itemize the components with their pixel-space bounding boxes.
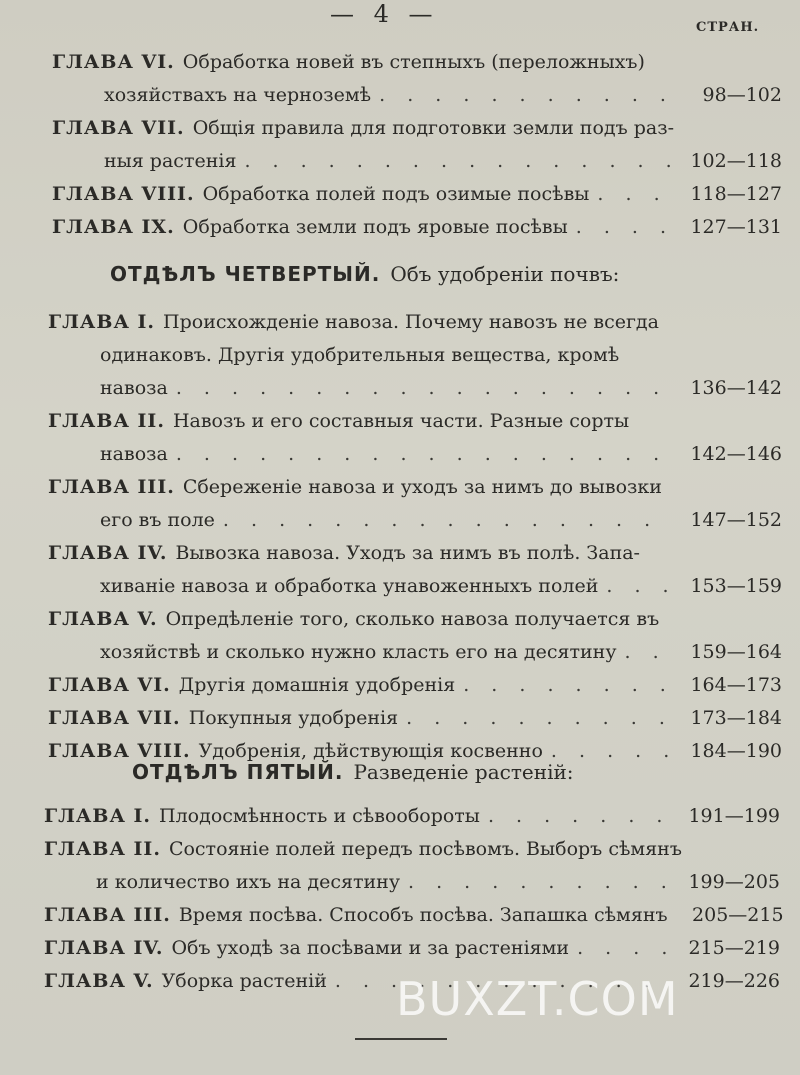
- toc-entry: [48, 471, 782, 537]
- page-range: 153—159: [690, 575, 782, 597]
- toc-line: [48, 471, 782, 504]
- dot-leader: [488, 800, 672, 833]
- page-range: 191—199: [688, 805, 780, 827]
- chapter-title-text: Вывозка навоза. Уходъ за нимъ въ полѣ. Запа-: [175, 542, 640, 564]
- toc-line: [44, 932, 780, 965]
- chapter-label: ГЛАВА III.: [48, 476, 175, 498]
- page-range: 199—205: [688, 871, 780, 893]
- pages-column-header: СТРАН.: [696, 20, 760, 35]
- chapter-title-text: Удобренiя, дѣйствующiя косвенно: [198, 740, 543, 762]
- watermark: BUXZT.COM: [396, 972, 679, 1026]
- chapter-label: ГЛАВА III.: [44, 904, 171, 926]
- chapter-title-text: Уборка растенiй: [161, 970, 327, 992]
- chapter-label: ГЛАВА I.: [48, 311, 156, 333]
- dot-leader: [379, 79, 674, 112]
- chapter-title-text: Другiя домашнiя удобренiя: [178, 674, 456, 696]
- page-number: — 4 —: [330, 0, 439, 28]
- toc-line: [52, 112, 782, 145]
- chapter-title-text: Время посѣва. Способъ посѣва. Запашка сѣмянъ: [178, 904, 668, 926]
- page-range: 215—219: [688, 937, 780, 959]
- dot-leader: [406, 702, 674, 735]
- section-heading: ОТДѢЛЪ ЧЕТВЕРТЫЙ.: [110, 262, 381, 286]
- chapter-label: ГЛАВА IV.: [44, 937, 164, 959]
- chapter-title-text: навоза: [100, 443, 168, 465]
- chapter-title-text: Навозъ и его составныя части. Разные сорты: [172, 410, 630, 432]
- toc-entry: [44, 932, 780, 965]
- section-heading: ОТДѢЛЪ ПЯТЫЙ.: [132, 760, 344, 784]
- end-rule: [355, 1038, 447, 1040]
- toc-entry: [48, 537, 782, 603]
- chapter-title-text: хозяйствѣ и сколько нужно класть его на десятину: [100, 641, 617, 663]
- toc-line: [48, 306, 782, 339]
- toc-line: [52, 145, 782, 178]
- toc-entry: [52, 112, 782, 178]
- page-range: 136—142: [690, 377, 782, 399]
- toc-line: [48, 570, 782, 603]
- page-range: 173—184: [690, 707, 782, 729]
- chapter-title-text: Общiя правила для подготовки земли подъ раз-: [192, 117, 674, 139]
- toc-line: [48, 669, 782, 702]
- chapter-title-text: одинаковъ. Другiя удобрительныя вещества, кромѣ: [100, 344, 620, 366]
- chapter-label: ГЛАВА VII.: [48, 707, 181, 729]
- chapter-label: ГЛАВА IV.: [48, 542, 168, 564]
- toc-line: [48, 405, 782, 438]
- chapter-label: ГЛАВА II.: [48, 410, 165, 432]
- toc-line: [44, 833, 780, 866]
- toc-line: [48, 504, 782, 537]
- chapter-label: ГЛАВА VIII.: [52, 183, 195, 205]
- section-five-title: [132, 760, 574, 784]
- chapter-title-text: хозяйствахъ на черноземѣ: [104, 84, 372, 106]
- section-subtitle: Объ удобренiи почвъ:: [390, 262, 620, 286]
- toc-line: [52, 211, 782, 244]
- page-range: 164—173: [690, 674, 782, 696]
- toc-line: [44, 800, 780, 833]
- page-range: 219—226: [688, 970, 780, 992]
- chapter-title-text: Обработка новей въ степныхъ (переложныхъ): [182, 51, 645, 73]
- page-range: 205—215: [692, 904, 784, 926]
- toc-line: [44, 866, 780, 899]
- chapter-label: ГЛАВА VI.: [52, 51, 175, 73]
- section-subtitle: Разведенiе растенiй:: [353, 760, 574, 784]
- chapter-title-text: Сбереженiе навоза и уходъ за нимъ до вывозки: [182, 476, 662, 498]
- page-range: 184—190: [690, 740, 782, 762]
- chapter-title-text: ныя растенiя: [104, 150, 237, 172]
- toc-line: [52, 46, 782, 79]
- toc-list-section-four: [48, 306, 782, 768]
- toc-line: [52, 178, 782, 211]
- chapter-title-text: его въ поле: [100, 509, 215, 531]
- toc-line: [44, 899, 784, 932]
- dot-leader: [176, 372, 674, 405]
- chapter-title-text: Состоянiе полей передъ посѣвомъ. Выборъ сѣмянъ: [168, 838, 682, 860]
- chapter-label: ГЛАВА II.: [44, 838, 161, 860]
- toc-line: [48, 372, 782, 405]
- dot-leader: [576, 211, 674, 244]
- chapter-label: ГЛАВА I.: [44, 805, 152, 827]
- page-range: 102—118: [690, 150, 782, 172]
- toc-line: [48, 438, 782, 471]
- toc-line: [48, 636, 782, 669]
- toc-entry: [52, 211, 782, 244]
- toc-entry: [48, 669, 782, 702]
- chapter-title-text: Обработка земли подъ яровые посѣвы: [182, 216, 568, 238]
- dot-leader: [463, 669, 674, 702]
- chapter-title-text: Происхожденiе навоза. Почему навозъ не всегда: [163, 311, 659, 333]
- page-range: 159—164: [690, 641, 782, 663]
- toc-entry: [48, 306, 782, 405]
- toc-entry: [48, 702, 782, 735]
- chapter-title-text: Опредѣленiе того, сколько навоза получается въ: [165, 608, 660, 630]
- toc-entry: [52, 46, 782, 112]
- chapter-label: ГЛАВА IX.: [52, 216, 175, 238]
- toc-entry: [52, 178, 782, 211]
- chapter-label: ГЛАВА V.: [44, 970, 154, 992]
- chapter-label: ГЛАВА V.: [48, 608, 158, 630]
- toc-line: [48, 537, 782, 570]
- chapter-title-text: и количество ихъ на десятину: [96, 871, 401, 893]
- dot-leader: [176, 438, 674, 471]
- toc-line: [48, 339, 782, 372]
- dot-leader: [408, 866, 672, 899]
- toc-entry: [48, 405, 782, 471]
- toc-list-section-five: [44, 800, 784, 998]
- page-range: 127—131: [690, 216, 782, 238]
- page-range: 98—102: [702, 84, 782, 106]
- dot-leader: [223, 504, 674, 537]
- chapter-title-text: хиванiе навоза и обработка унавоженныхъ полей: [100, 575, 599, 597]
- toc-entry: [44, 899, 784, 932]
- toc-entry: [48, 603, 782, 669]
- dot-leader: [606, 570, 674, 603]
- chapter-label: ГЛАВА VII.: [52, 117, 185, 139]
- dot-leader: [625, 636, 674, 669]
- toc-line: [48, 702, 782, 735]
- toc-entry: [44, 833, 780, 899]
- chapter-title-text: Покупныя удобренiя: [188, 707, 399, 729]
- chapter-title-text: Объ уходѣ за посѣвами и за растенiями: [171, 937, 570, 959]
- chapter-label: ГЛАВА VIII.: [48, 740, 191, 762]
- dot-leader: [597, 178, 674, 211]
- toc-line: [48, 603, 782, 636]
- chapter-label: ГЛАВА VI.: [48, 674, 171, 696]
- chapter-title-text: Плодосмѣнность и сѣвообороты: [159, 805, 480, 827]
- page-range: 142—146: [690, 443, 782, 465]
- dot-leader: [577, 932, 672, 965]
- dot-leader: [244, 145, 674, 178]
- section-four-title: [110, 262, 619, 286]
- toc-line: [52, 79, 782, 112]
- page-range: 147—152: [690, 509, 782, 531]
- chapter-title-text: навоза: [100, 377, 168, 399]
- chapter-title-text: Обработка полей подъ озимые посѣвы: [202, 183, 590, 205]
- toc-list-top: [52, 46, 782, 244]
- toc-entry: [44, 800, 780, 833]
- page-range: 118—127: [690, 183, 782, 205]
